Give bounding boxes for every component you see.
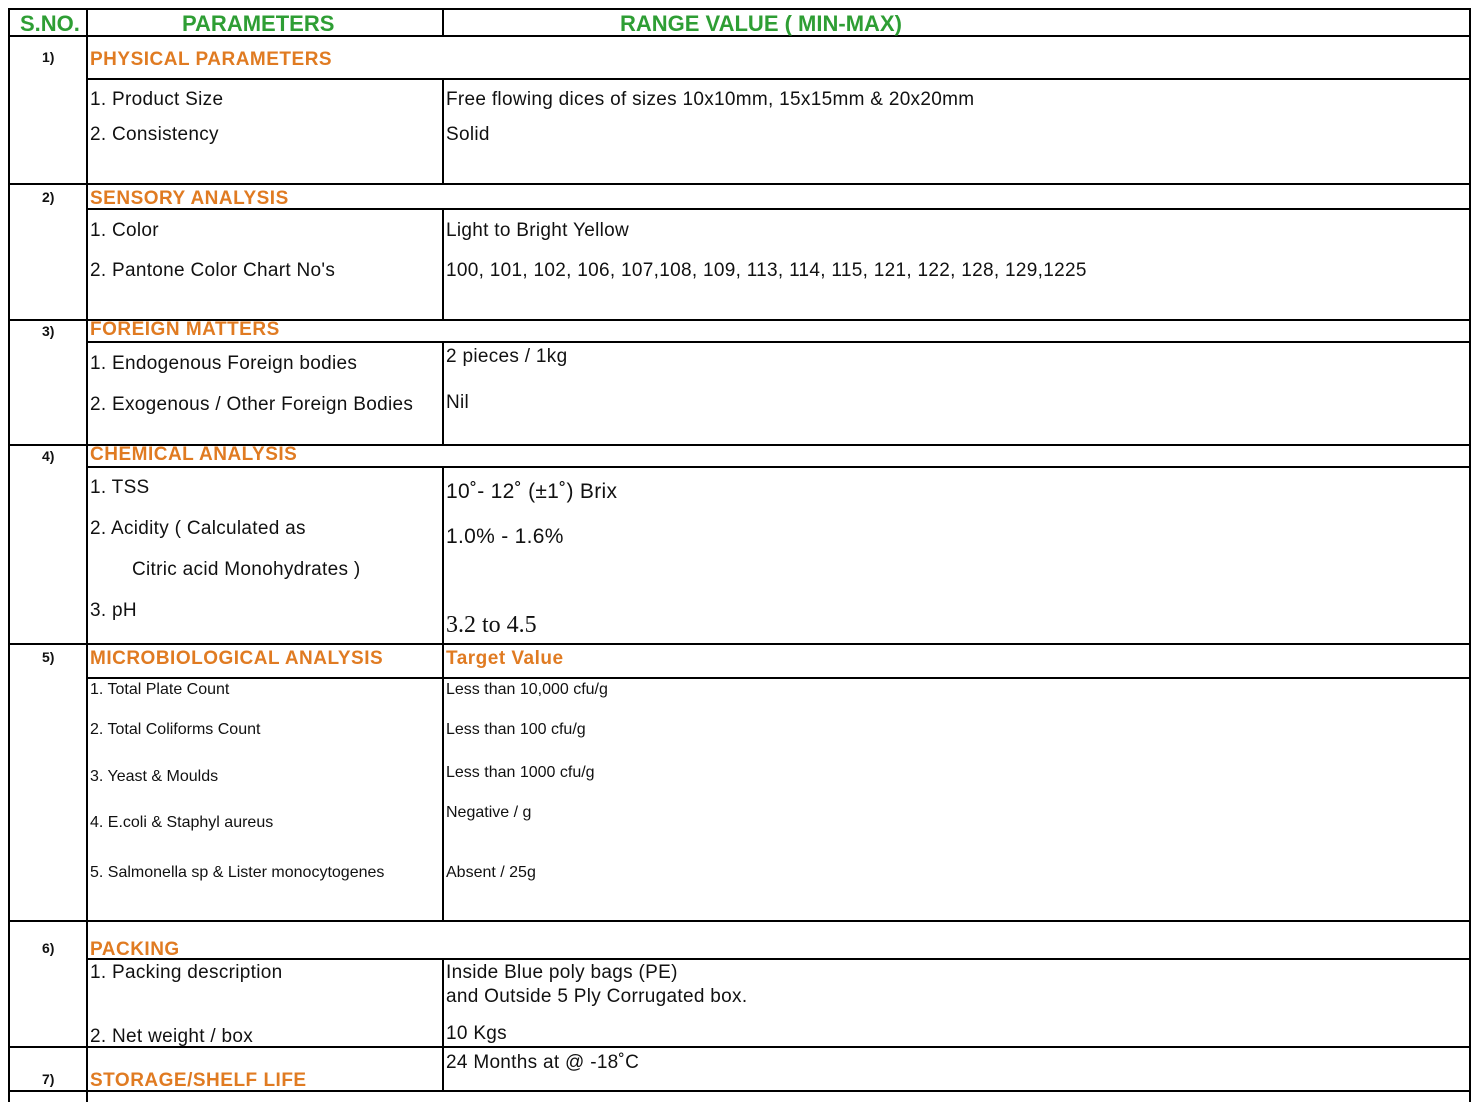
rule bbox=[86, 208, 1471, 210]
header-range-value: RANGE VALUE ( MIN-MAX) bbox=[620, 11, 902, 36]
section-number: 7) bbox=[42, 1071, 55, 1087]
section-number: 2) bbox=[42, 189, 55, 205]
parameter-value: 10˚- 12˚ (±1˚) Brix bbox=[446, 480, 618, 503]
section-title: MICROBIOLOGICAL ANALYSIS bbox=[90, 648, 384, 669]
parameter-value: Free flowing dices of sizes 10x10mm, 15x15mm & 20x20mm bbox=[446, 89, 975, 110]
rule bbox=[86, 466, 1471, 468]
parameter-value: 24 Months at @ -18˚C bbox=[446, 1052, 640, 1073]
header-parameters: PARAMETERS bbox=[182, 11, 335, 36]
section-title: PACKING bbox=[90, 939, 180, 960]
parameter-label: 5. Salmonella sp & Lister monocytogenes bbox=[90, 864, 385, 881]
parameter-label: Citric acid Monohydrates ) bbox=[132, 559, 361, 580]
parameter-value: 3.2 to 4.5 bbox=[446, 612, 537, 638]
section-title: FOREIGN MATTERS bbox=[90, 319, 280, 340]
parameter-label: 2. Consistency bbox=[90, 124, 219, 145]
rule bbox=[86, 958, 1471, 960]
section-title: SENSORY ANALYSIS bbox=[90, 188, 289, 209]
section-title: PHYSICAL PARAMETERS bbox=[90, 49, 333, 70]
section-number: 1) bbox=[42, 49, 55, 65]
parameter-label: 2. Pantone Color Chart No's bbox=[90, 260, 336, 281]
parameter-value: Nil bbox=[446, 392, 470, 413]
rule bbox=[442, 8, 444, 36]
rule bbox=[442, 78, 444, 185]
rule bbox=[8, 920, 1471, 922]
parameter-value: and Outside 5 Ply Corrugated box. bbox=[446, 986, 748, 1007]
rule bbox=[442, 208, 444, 321]
parameter-value: Less than 10,000 cfu/g bbox=[446, 681, 608, 698]
parameter-value: Negative / g bbox=[446, 804, 532, 821]
rule bbox=[86, 8, 88, 1102]
parameter-value: 100, 101, 102, 106, 107,108, 109, 113, 114, 115, 121, 122, 128, 129,1225 bbox=[446, 260, 1087, 281]
parameter-value: Less than 1000 cfu/g bbox=[446, 764, 595, 781]
section-number: 6) bbox=[42, 940, 55, 956]
parameter-label: 2. Acidity ( Calculated as bbox=[90, 518, 306, 539]
parameter-label: 1. Total Plate Count bbox=[90, 681, 230, 698]
section-number: 4) bbox=[42, 448, 55, 464]
value-column-title: Target Value bbox=[446, 648, 564, 669]
parameter-label: 3. pH bbox=[90, 600, 137, 621]
parameter-value: 1.0% - 1.6% bbox=[446, 525, 564, 548]
rule bbox=[442, 958, 444, 1092]
parameter-label: 2. Net weight / box bbox=[90, 1026, 254, 1047]
parameter-value: Less than 100 cfu/g bbox=[446, 721, 586, 738]
parameter-label: 1. Endogenous Foreign bodies bbox=[90, 353, 358, 374]
rule bbox=[8, 8, 10, 1102]
parameter-label: 1. Color bbox=[90, 220, 159, 241]
parameter-value: Light to Bright Yellow bbox=[446, 220, 629, 241]
rule bbox=[442, 341, 444, 446]
parameter-label: 1. Product Size bbox=[90, 89, 224, 110]
rule bbox=[442, 466, 444, 922]
rule bbox=[86, 341, 1471, 343]
parameter-value: Inside Blue poly bags (PE) bbox=[446, 962, 678, 983]
rule bbox=[8, 8, 1471, 10]
rule bbox=[8, 183, 1471, 185]
parameter-value: 10 Kgs bbox=[446, 1023, 507, 1044]
parameter-label: 3. Yeast & Moulds bbox=[90, 768, 219, 785]
parameter-label: 2. Exogenous / Other Foreign Bodies bbox=[90, 394, 414, 415]
section-number: 5) bbox=[42, 649, 55, 665]
rule bbox=[1469, 8, 1471, 1102]
section-title: CHEMICAL ANALYSIS bbox=[90, 444, 298, 465]
section-title: STORAGE/SHELF LIFE bbox=[90, 1070, 307, 1091]
rule bbox=[8, 643, 1471, 645]
rule bbox=[86, 78, 1471, 80]
section-number: 3) bbox=[42, 323, 55, 339]
parameter-label: 1. Packing description bbox=[90, 962, 283, 983]
parameter-value: 2 pieces / 1kg bbox=[446, 346, 568, 367]
rule bbox=[86, 677, 1471, 679]
parameter-label: 2. Total Coliforms Count bbox=[90, 721, 261, 738]
parameter-value: Absent / 25g bbox=[446, 864, 536, 881]
parameter-label: 1. TSS bbox=[90, 477, 150, 498]
header-sno: S.NO. bbox=[20, 11, 80, 36]
parameter-value: Solid bbox=[446, 124, 490, 145]
parameter-label: 4. E.coli & Staphyl aureus bbox=[90, 814, 274, 831]
